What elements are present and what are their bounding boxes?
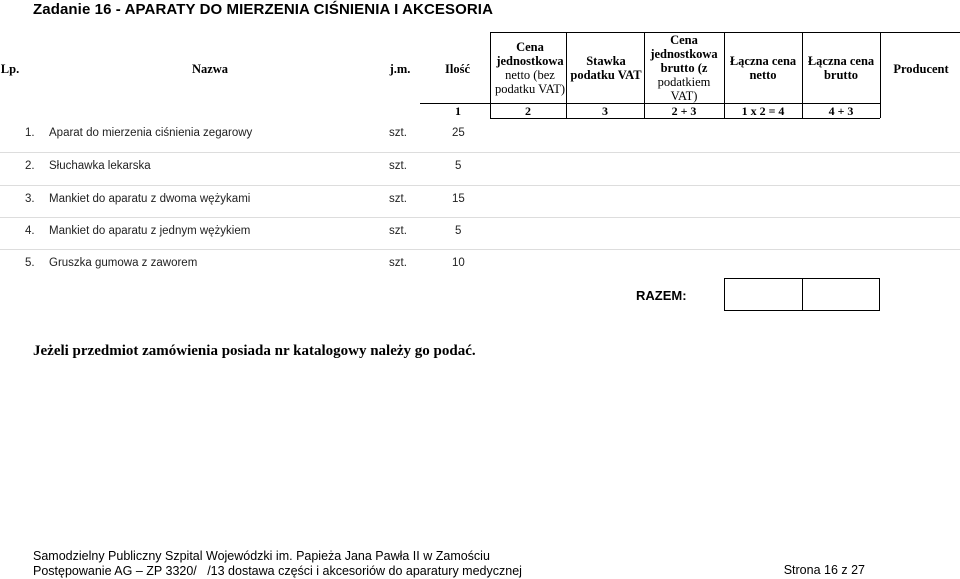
- row-separator: [0, 249, 960, 250]
- header-laczna-brutto-l1: Łączna cena: [807, 54, 875, 68]
- row-name: Aparat do mierzenia ciśnienia zegarowy: [49, 127, 253, 139]
- row-lp: 2.: [25, 160, 35, 172]
- row-jm: szt.: [389, 193, 407, 205]
- header-divider: [724, 32, 725, 118]
- header-cena-brutto-l4: podatkiem: [657, 75, 711, 89]
- row-separator: [0, 217, 960, 218]
- header-cena-brutto: [644, 33, 724, 103]
- header-laczna-netto-l1: Łączna cena: [729, 54, 797, 68]
- row-lp: 1.: [25, 127, 35, 139]
- row-jm: szt.: [389, 225, 407, 237]
- row-lp: 5.: [25, 257, 35, 269]
- column-number: 3: [602, 104, 608, 118]
- header-laczna-brutto-l2: brutto: [823, 68, 859, 82]
- header-cena-netto-l4: podatku VAT): [494, 82, 566, 96]
- row-lp: 3.: [25, 193, 35, 205]
- row-separator: [0, 185, 960, 186]
- total-box-mid: [802, 278, 803, 311]
- row-qty: 5: [455, 225, 462, 237]
- header-cena-netto-l2: jednostkowa: [496, 54, 564, 68]
- header-producent: Producent: [893, 62, 949, 76]
- row-lp: 4.: [25, 225, 35, 237]
- column-number: 4 + 3: [828, 104, 854, 118]
- row-jm: szt.: [389, 160, 407, 172]
- total-box-left: [724, 278, 725, 311]
- header-divider: [802, 32, 803, 118]
- row-name: Mankiet do aparatu z dwoma wężykami: [49, 193, 251, 205]
- header-laczna-brutto: [802, 54, 880, 82]
- header-cena-netto-l3: netto (bez: [505, 68, 555, 82]
- total-box-right: [879, 278, 880, 311]
- header-lp: Lp.: [0, 62, 20, 76]
- page-title: Zadanie 16 - APARATY DO MIERZENIA CIŚNIENIA I AKCESORIA: [33, 1, 493, 18]
- header-cena-brutto-l5: VAT): [670, 89, 698, 103]
- header-stawka-l1: Stawka: [586, 54, 626, 68]
- row-qty: 5: [455, 160, 462, 172]
- header-cena-brutto-l2: jednostkowa: [650, 47, 718, 61]
- footer-hospital: Samodzielny Publiczny Szpital Wojewódzki im. Papieża Jana Pawła II w Zamościu: [33, 549, 490, 563]
- total-label: RAZEM:: [636, 288, 687, 303]
- header-cena-netto: [490, 40, 570, 96]
- header-cena-netto-l1: Cena: [516, 40, 544, 54]
- header-nazwa: Nazwa: [191, 62, 229, 76]
- row-name: Słuchawka lekarska: [49, 160, 151, 172]
- header-cena-brutto-l1: Cena: [670, 33, 698, 47]
- header-laczna-netto-l2: netto: [749, 68, 777, 82]
- page-number: Strona 16 z 27: [783, 563, 865, 577]
- header-divider: [490, 32, 491, 118]
- row-qty: 25: [452, 127, 465, 139]
- column-number: 2 + 3: [671, 104, 697, 118]
- row-name: Mankiet do aparatu z jednym wężykiem: [49, 225, 251, 237]
- header-divider: [880, 32, 881, 118]
- header-stawka-l2: podatku VAT: [570, 68, 642, 82]
- header-cena-brutto-l3: brutto (z: [660, 61, 708, 75]
- row-jm: szt.: [389, 257, 407, 269]
- header-jm: j.m.: [389, 62, 411, 76]
- header-stawka: [566, 54, 646, 82]
- header-divider: [644, 32, 645, 118]
- row-jm: szt.: [389, 127, 407, 139]
- header-ilosc: Ilość: [445, 62, 470, 76]
- row-name: Gruszka gumowa z zaworem: [49, 257, 198, 269]
- header-top-line: [490, 32, 960, 33]
- row-qty: 15: [452, 193, 465, 205]
- column-number: 1 x 2 = 4: [741, 104, 785, 118]
- footer-procedure: Postępowanie AG – ZP 3320/ /13 dostawa części i akcesoriów do aparatury medycznej: [33, 564, 522, 578]
- catalog-note: Jeżeli przedmiot zamówienia posiada nr katalogowy należy go podać.: [33, 343, 476, 359]
- header-divider: [566, 32, 567, 118]
- row-qty: 10: [452, 257, 465, 269]
- column-number: 2: [525, 104, 531, 118]
- row-separator: [0, 152, 960, 153]
- column-number: 1: [455, 104, 461, 118]
- header-laczna-netto: [724, 54, 802, 82]
